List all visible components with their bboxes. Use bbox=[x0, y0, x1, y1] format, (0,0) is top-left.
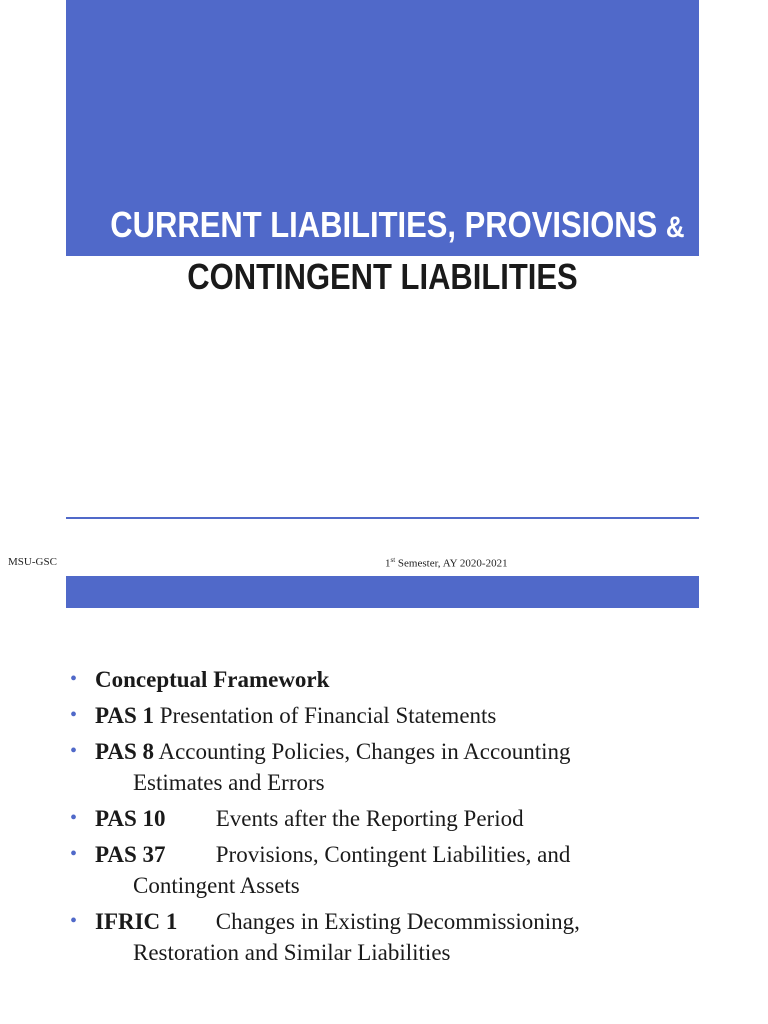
list-item bbox=[70, 700, 710, 731]
standard-code: PAS 10 bbox=[95, 806, 166, 831]
list-item bbox=[70, 906, 710, 968]
standard-description-continued: Restoration and Similar Liabilities bbox=[133, 940, 451, 965]
standards-list bbox=[70, 664, 710, 973]
slide-title-line-1 bbox=[110, 204, 685, 246]
slide-title-line-2: CONTINGENT LIABILITIES bbox=[187, 256, 578, 297]
bullet-icon: • bbox=[70, 807, 78, 829]
standard-code: PAS 1 bbox=[95, 703, 154, 728]
bullet-icon: • bbox=[70, 843, 78, 865]
footer-divider bbox=[66, 517, 699, 519]
standard-description: Changes in Existing Decommissioning, bbox=[215, 909, 580, 934]
list-item bbox=[70, 803, 710, 834]
list-item bbox=[70, 664, 710, 695]
standard-description: Events after the Reporting Period bbox=[215, 806, 524, 831]
bullet-icon: • bbox=[70, 668, 78, 690]
standard-description-continued: Estimates and Errors bbox=[133, 770, 325, 795]
standard-description: Accounting Policies, Changes in Accounting bbox=[158, 739, 571, 764]
standard-code: PAS 8 bbox=[95, 739, 154, 764]
standard-description: Provisions, Contingent Liabilities, and bbox=[215, 842, 571, 867]
title-text-1: CURRENT LIABILITIES, PROVISIONS bbox=[110, 204, 658, 245]
semester-number: 1 bbox=[385, 557, 391, 570]
bullet-icon: • bbox=[70, 910, 78, 932]
standard-description: Presentation of Financial Statements bbox=[159, 703, 497, 728]
footer-institution: MSU-GSC bbox=[8, 556, 57, 568]
footer-semester bbox=[385, 556, 508, 570]
standard-code: IFRIC 1 bbox=[95, 909, 178, 934]
semester-text: Semester, AY 2020-2021 bbox=[395, 557, 508, 570]
list-item bbox=[70, 736, 710, 798]
second-slide-banner bbox=[66, 576, 699, 608]
bullet-icon: • bbox=[70, 704, 78, 726]
title-ampersand: & bbox=[665, 211, 685, 244]
bullet-icon: • bbox=[70, 740, 78, 762]
standard-code: PAS 37 bbox=[95, 842, 166, 867]
standard-description-continued: Contingent Assets bbox=[133, 873, 300, 898]
semester-ordinal: st bbox=[390, 556, 396, 564]
list-item bbox=[70, 839, 710, 901]
standard-code: Conceptual Framework bbox=[95, 667, 330, 692]
